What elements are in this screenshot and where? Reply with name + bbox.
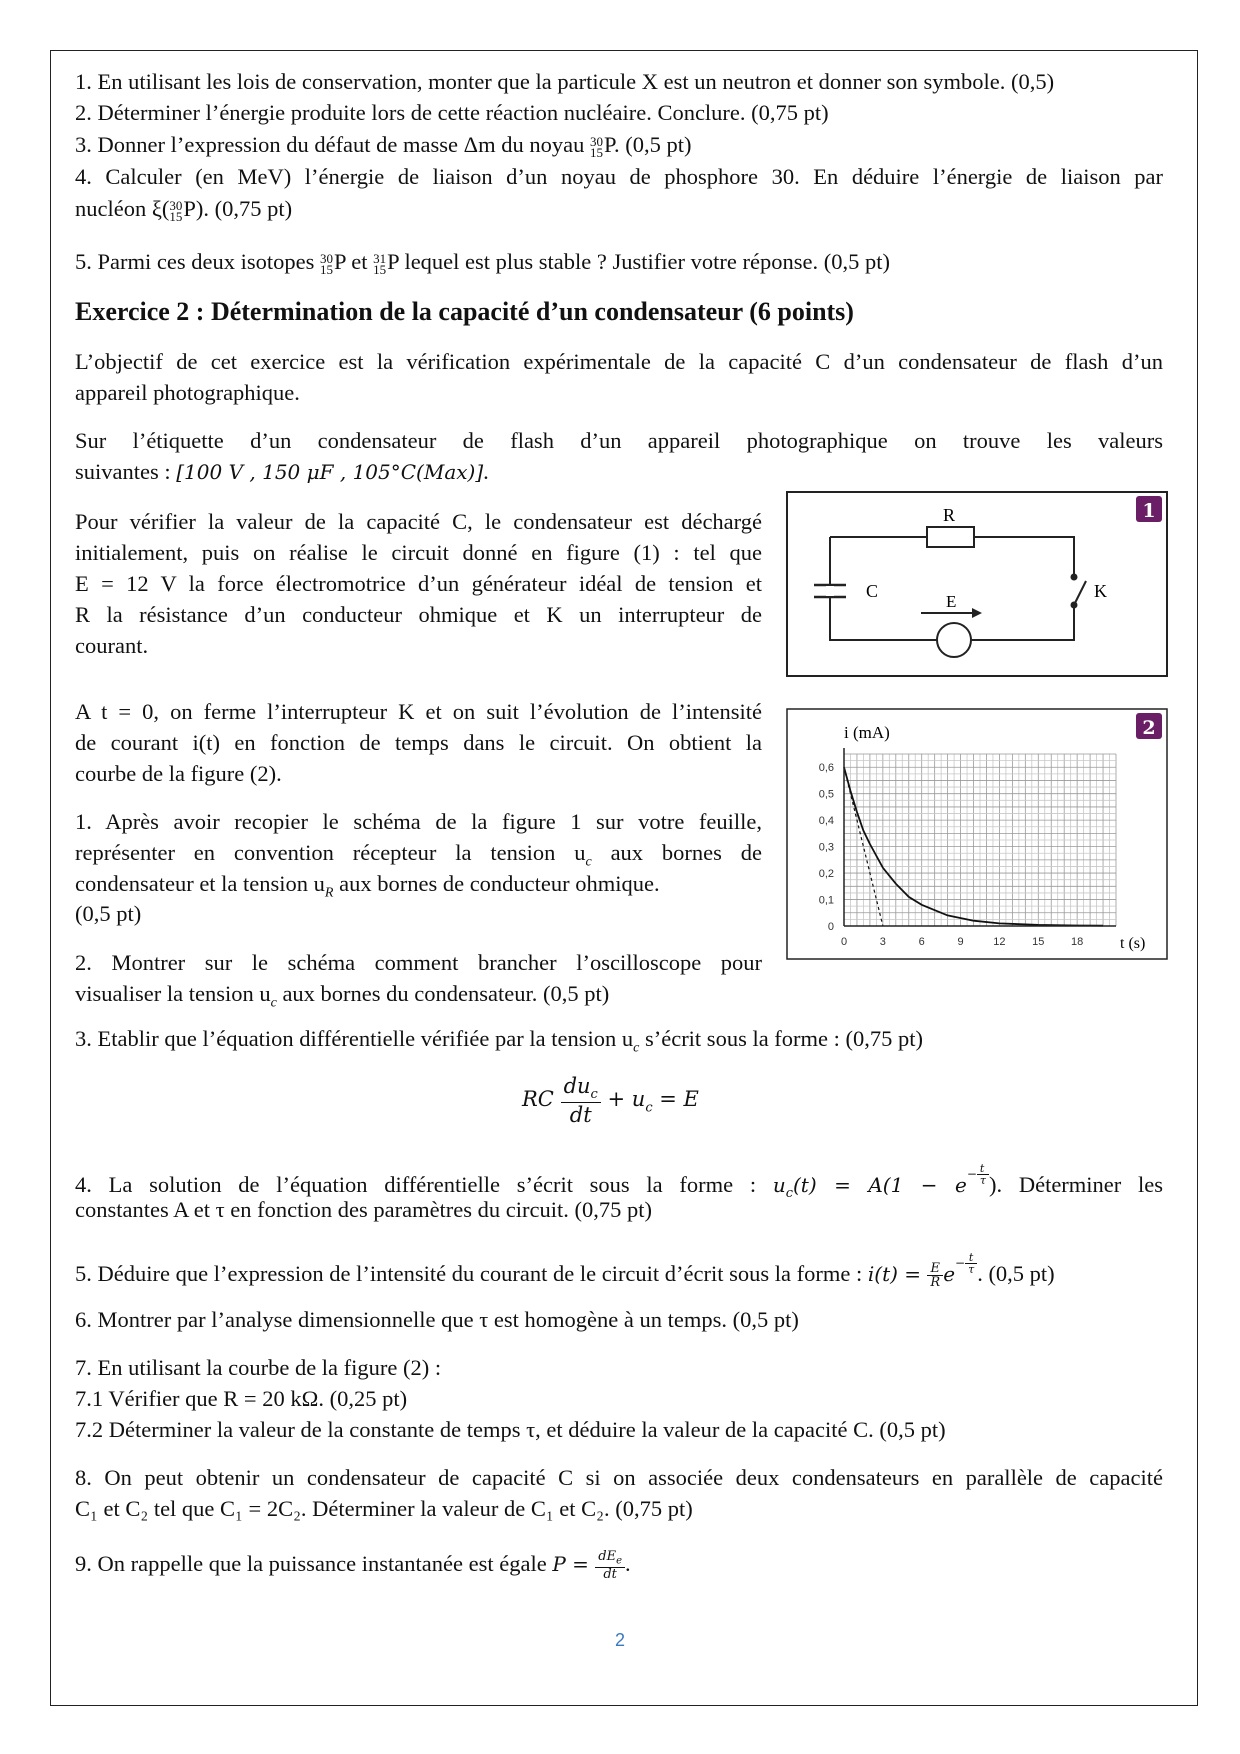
label-C: C: [866, 581, 879, 601]
y-tick-label: 0,1: [818, 894, 834, 907]
q3-sub-c: c: [633, 1040, 640, 1056]
q5-text: 5. Déduire que l’expression de l’intensité du courant de le circuit d’écrit sous la forme :: [75, 1261, 868, 1286]
q5-formula: i(t) = $\frac{E}{R}$ $e^{- \frac{t}{\tau}}$: [868, 1262, 977, 1286]
q7-line: 7. En utilisant la courbe de la figure (2) :: [75, 1355, 442, 1380]
generator-E: [937, 623, 971, 657]
q1-sub-R: R: [324, 885, 334, 901]
ex1-q5-tail: P lequel est plus stable ? Justifier votre réponse. (0,5 pt): [387, 249, 890, 274]
eq-num: du: [563, 1074, 591, 1098]
isotope-p31-q5: 31 15: [373, 250, 387, 277]
q2-line-2-tail: aux bornes du condensateur. (0,5 pt): [276, 981, 610, 1006]
q5-line: [75, 1252, 1055, 1290]
ex1-question-1: 1. En utilisant les lois de conservation, monter que la particule X est un neutron et donner son symbole. (0,5): [75, 69, 1055, 94]
label-K: K: [1094, 581, 1107, 601]
q1-line-3-tail: aux bornes de conducteur ohmique.: [333, 871, 660, 896]
y-tick-label: 0,6: [818, 762, 834, 775]
q5-tail: . (0,5 pt): [977, 1261, 1055, 1286]
q8-line-1: 8. On peut obtenir un condensateur de capacité C si on associée deux condensateurs en parallèle de capacité: [75, 1465, 1163, 1490]
q2-sub-c: c: [270, 995, 277, 1011]
verify-line-2: initialement, puis on réalise le circuit donné en figure (1) : tel que: [75, 540, 762, 565]
y-tick-label: 0: [827, 921, 834, 933]
ex1-question-4-line2: [75, 193, 292, 224]
ex1-q4-text: nucléon ξ(: [75, 196, 170, 221]
chart-x-axis-label: t (s): [1120, 935, 1146, 952]
verify-line-5: courant.: [75, 633, 149, 658]
q7-2-line: 7.2 Déterminer la valeur de la constante de temps τ, et déduire la valeur de la capacité C. (0,5 pt): [75, 1417, 946, 1442]
isotope-p30-q5: 30 15: [319, 250, 333, 277]
figure-1-circuit: [786, 491, 1168, 677]
ex1-question-3: [75, 129, 692, 160]
q1-sub-c: c: [585, 854, 592, 870]
ex1-q5-mid: P et: [333, 249, 374, 274]
y-tick-label: 0,4: [818, 815, 834, 828]
q9-line: [75, 1548, 631, 1581]
y-tick-label: 0,3: [818, 841, 834, 854]
figure-1-badge-text: 1: [1142, 500, 1156, 522]
eq-fraction: [561, 1074, 601, 1127]
q9-formula: P = $\frac{dE_e}{dt}$: [552, 1552, 625, 1576]
label-R: R: [942, 505, 956, 525]
y-tick-label: 0,5: [818, 788, 834, 801]
isotope-p30-xi: 30 15: [169, 197, 183, 224]
ex1-question-2: 2. Déterminer l’énergie produite lors de cette réaction nucléaire. Conclure. (0,75 pt): [75, 100, 829, 125]
q9-tail: .: [624, 1551, 631, 1576]
differential-equation: [522, 1074, 699, 1127]
x-tick-label: 18: [1071, 936, 1084, 948]
x-tick-label: 12: [993, 936, 1006, 948]
ex1-question-4-line1: 4. Calculer (en MeV) l’énergie de liaison d’un noyau de phosphore 30. En déduire l’énergie de liaison par: [75, 164, 1163, 189]
ex1-q4-tail: P). (0,75 pt): [183, 196, 293, 221]
label-E: E: [946, 592, 957, 611]
q8-line-2: C₁ et C₂ tel que C₁ = 2C₂. Déterminer la valeur de C₁ et C₂. (0,75 pt): [75, 1496, 693, 1521]
q3-line: [75, 1023, 923, 1064]
figure-2-chart: [786, 708, 1168, 960]
q3-text: 3. Etablir que l’équation différentielle vérifiée par la tension u: [75, 1026, 634, 1051]
ex1-q5-text: 5. Parmi ces deux isotopes: [75, 249, 320, 274]
objective-line-1: L’objectif de cet exercice est la vérification expérimentale de la capacité C d’un condensateur de flash d’un: [75, 349, 1163, 374]
q1-line-2-text: représenter en convention récepteur la tension u: [75, 840, 586, 865]
chart-y-axis-label: i (mA): [844, 723, 890, 742]
label-line-2: [75, 456, 489, 488]
eq-den: dt: [569, 1103, 592, 1128]
isotope-p30: 30 15: [589, 133, 603, 160]
x-tick-label: 0: [840, 936, 848, 948]
x-tick-label: 9: [957, 936, 964, 948]
q4-text: 4. La solution de l’équation différentielle s’écrit sous la forme :: [75, 1172, 773, 1197]
label-line-2-text: suivantes :: [75, 459, 177, 484]
q4-line-2: constantes A et τ en fonction des paramètres du circuit. (0,75 pt): [75, 1197, 653, 1222]
t0-line-2: de courant i(t) en fonction de temps dans le circuit. On obtient la: [75, 730, 762, 755]
q1-line-1: 1. Après avoir recopier le schéma de la figure 1 sur votre feuille,: [75, 809, 762, 834]
label-line-1: Sur l’étiquette d’un condensateur de flash d’un appareil photographique on trouve les valeurs: [75, 428, 1163, 453]
y-tick-label: 0,2: [818, 868, 834, 881]
ex1-q3-text: 3. Donner l’expression du défaut de masse Δm du noyau: [75, 132, 590, 157]
eq-equals-E: = E: [652, 1087, 699, 1112]
q3-tail: s’écrit sous la forme : (0,75 pt): [639, 1026, 924, 1051]
verify-line-1: Pour vérifier la valeur de la capacité C, le condensateur est déchargé: [75, 509, 762, 534]
objective-line-2: appareil photographique.: [75, 380, 300, 405]
x-tick-label: 3: [879, 936, 886, 948]
q4-formula: $u_c(t) = A(1 - e^{- \frac{t}{\tau}}$: [773, 1173, 989, 1197]
verify-line-4: R la résistance d’un conducteur ohmique et K un interrupteur de: [75, 602, 762, 627]
page-number: 2: [614, 1630, 625, 1650]
figure-2-badge-text: 2: [1142, 717, 1156, 739]
verify-line-3: E = 12 V la force électromotrice d’un générateur idéal de tension et: [75, 571, 762, 596]
ex1-q3-tail: P. (0,5 pt): [603, 132, 692, 157]
x-tick-label: 15: [1032, 936, 1045, 948]
q2-line-2: [75, 978, 609, 1019]
eq-uc-sub: c: [645, 1100, 653, 1116]
q4-tail: ). Déterminer les: [988, 1172, 1164, 1197]
resistor-R: [927, 527, 974, 547]
q1-line-3: [75, 868, 660, 909]
x-tick-label: 6: [918, 936, 925, 948]
q2-line-2-text: visualiser la tension u: [75, 981, 271, 1006]
q1-line-2-tail: aux bornes de: [591, 840, 762, 865]
q6-line: 6. Montrer par l’analyse dimensionnelle que τ est homogène à un temps. (0,5 pt): [75, 1307, 799, 1332]
q2-line-1: 2. Montrer sur le schéma comment brancher l’oscilloscope pour: [75, 950, 762, 975]
label-values: [100 V , 150 μF , 105°C(Max)]: [176, 460, 484, 484]
exercise-2-title: Exercice 2 : Détermination de la capacité d’un condensateur (6 points): [75, 297, 854, 326]
t0-line-3: courbe de la figure (2).: [75, 761, 282, 786]
capacitor-gap: [826, 586, 834, 596]
q9-text: 9. On rappelle que la puissance instantanée est égale: [75, 1551, 553, 1576]
q1-line-3-text: condensateur et la tension u: [75, 871, 325, 896]
q7-1-line: 7.1 Vérifier que R = 20 kΩ. (0,25 pt): [75, 1386, 408, 1411]
ex1-question-5: [75, 246, 890, 277]
eq-rc: RC: [522, 1087, 554, 1112]
t0-line-1: A t = 0, on ferme l’interrupteur K et on suit l’évolution de l’intensité: [75, 699, 762, 724]
label-line-2-tail: .: [483, 459, 489, 484]
eq-num-sub: c: [590, 1087, 598, 1103]
eq-plus-uc: + u: [607, 1087, 646, 1112]
q1-line-4: (0,5 pt): [75, 901, 142, 926]
